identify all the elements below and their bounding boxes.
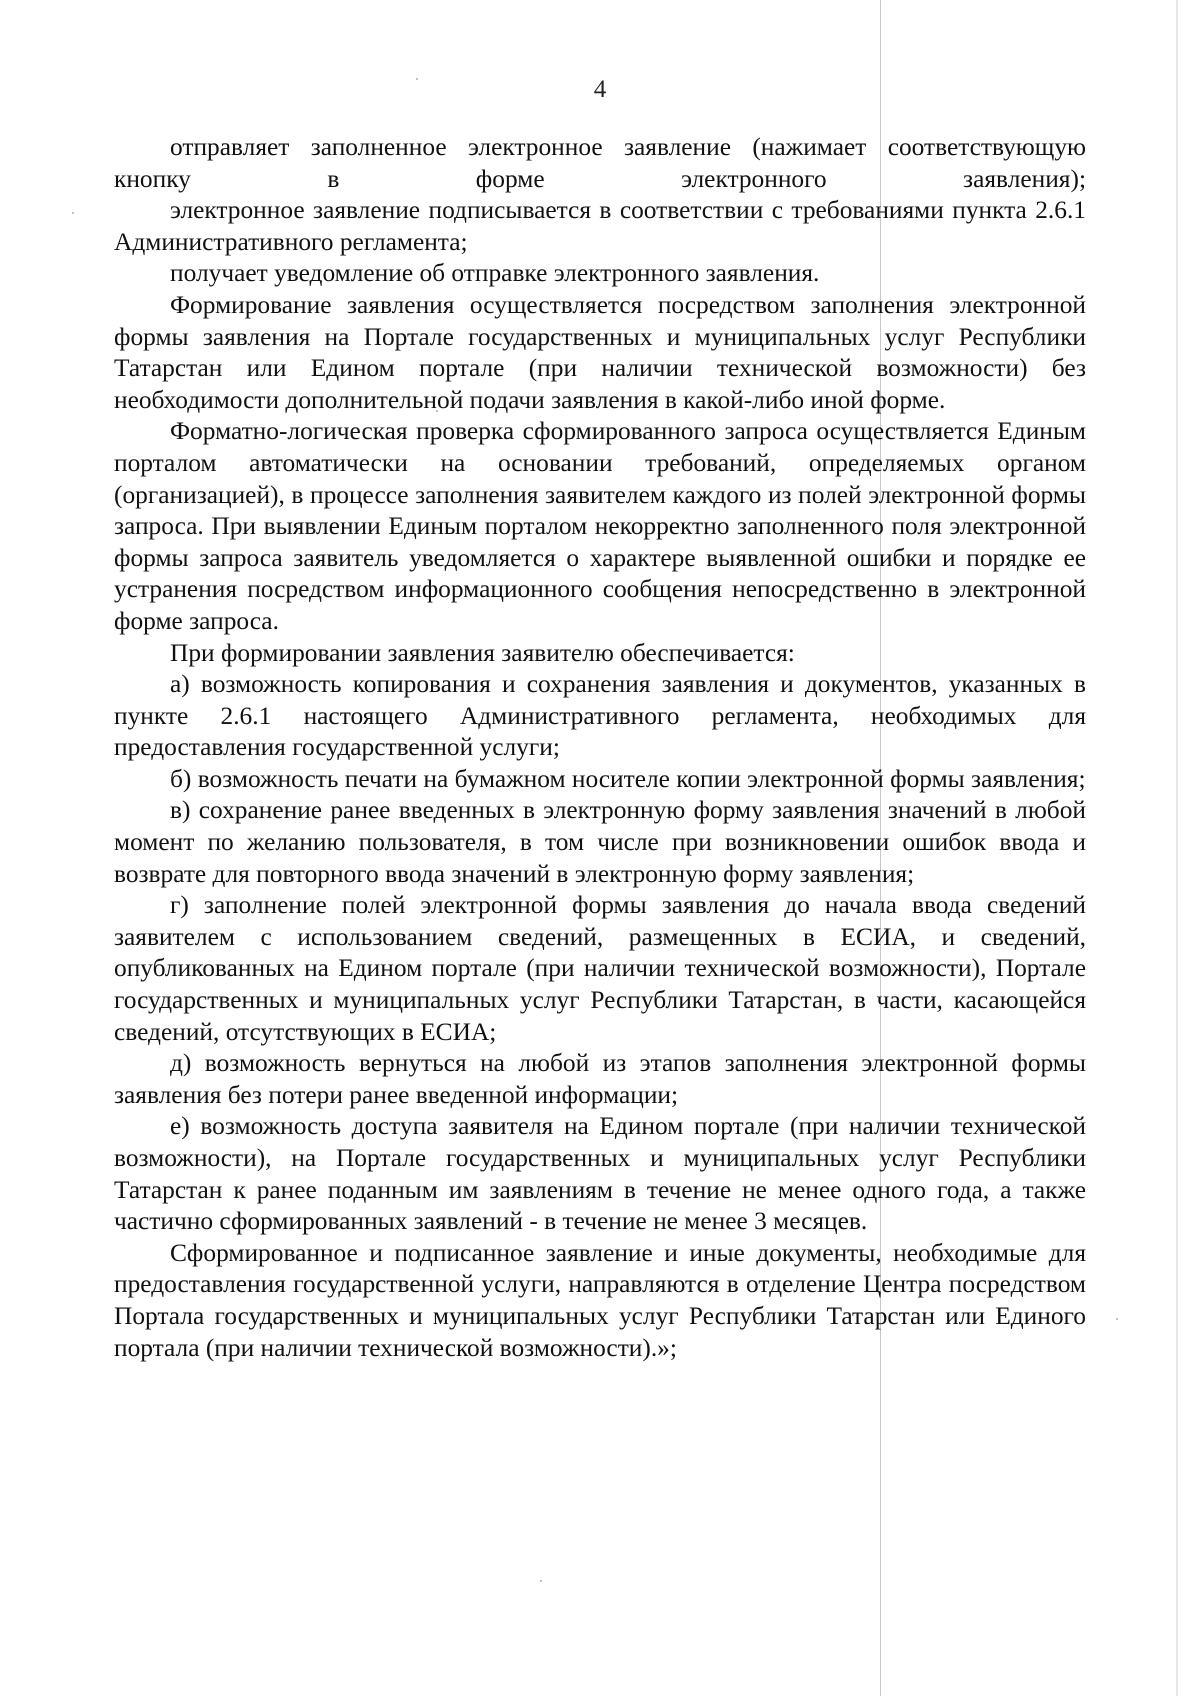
- paragraph: При формировании заявления заявителю обеспечивается:: [170, 638, 795, 667]
- scan-speck: [540, 1580, 542, 1582]
- list-item: б) возможность печати на бумажном носителе копии электронной формы заявления;: [170, 764, 1086, 793]
- scan-edge-shadow: [1176, 0, 1178, 1696]
- list-item: д) возможность вернуться на любой из этапов заполнения электронной формы заявления без потери ранее введенной информации;: [114, 1049, 1086, 1109]
- paragraph: электронное заявление подписывается в соответствии с требованиями пункта 2.6.1 Административного регламента;: [114, 196, 1086, 256]
- list-item: а) возможность копирования и сохранения заявления и документов, указанных в пункте 2.6.1 настоящего Административного регламента, необходимых для предоставления государственной услуги;: [114, 670, 1086, 762]
- paragraph: Формирование заявления осуществляется посредством заполнения электронной формы заявления на Портале государственных и муниципальных услуг Республики Татарстан или Едином портале (при наличии технической возможности) без необходимости дополнительной подачи заявления в какой-либо иной форме.: [114, 290, 1086, 414]
- paragraph: Форматно-логическая проверка сформированного запроса осуществляется Единым порталом автоматически на основании требований, определяемых органом (организацией), в процессе заполнения заявителем каждого из полей электронной формы запроса. При выявлении Единым порталом некорректно заполненного поля электронной формы запроса заявитель уведомляется о характере выявленной ошибки и порядке ее устранения посредством информационного сообщения непосредственно в электронной форме запроса.: [114, 417, 1086, 635]
- document-body: [114, 132, 1086, 1364]
- list-item: г) заполнение полей электронной формы заявления до начала ввода сведений заявителем с использованием сведений, размещенных в ЕСИА, и сведений, опубликованных на Едином портале (при наличии технической возможности), Портале государственных и муниципальных услуг Республики Татарстан, в части, касающейся сведений, отсутствующих в ЕСИА;: [114, 891, 1086, 1046]
- paragraph: получает уведомление об отправке электронного заявления.: [170, 259, 820, 288]
- paragraph: отправляет заполненное электронное заявление (нажимает соответствующую кнопку в форме электронного заявления);: [114, 133, 1086, 193]
- paragraph: Сформированное и подписанное заявление и иные документы, необходимые для предоставления государственной услуги, направляются в отделение Центра посредством Портала государственных и муниципальных услуг Республики Татарстан или Единого портала (при наличии технической возможности).»;: [114, 1238, 1086, 1362]
- list-item: в) сохранение ранее введенных в электронную форму заявления значений в любой момент по желанию пользователя, в том числе при возникновении ошибок ввода и возврате для повторного ввода значений в электронную форму заявления;: [114, 796, 1086, 888]
- page-number: 4: [593, 76, 607, 103]
- list-item: е) возможность доступа заявителя на Едином портале (при наличии технической возможности), на Портале государственных и муниципальных услуг Республики Татарстан к ранее поданным им заявлениям в течение не менее одного года, а также частично сформированных заявлений - в течение не менее 3 месяцев.: [114, 1112, 1086, 1236]
- scan-speck: [72, 212, 74, 214]
- scan-speck: [1116, 1318, 1118, 1320]
